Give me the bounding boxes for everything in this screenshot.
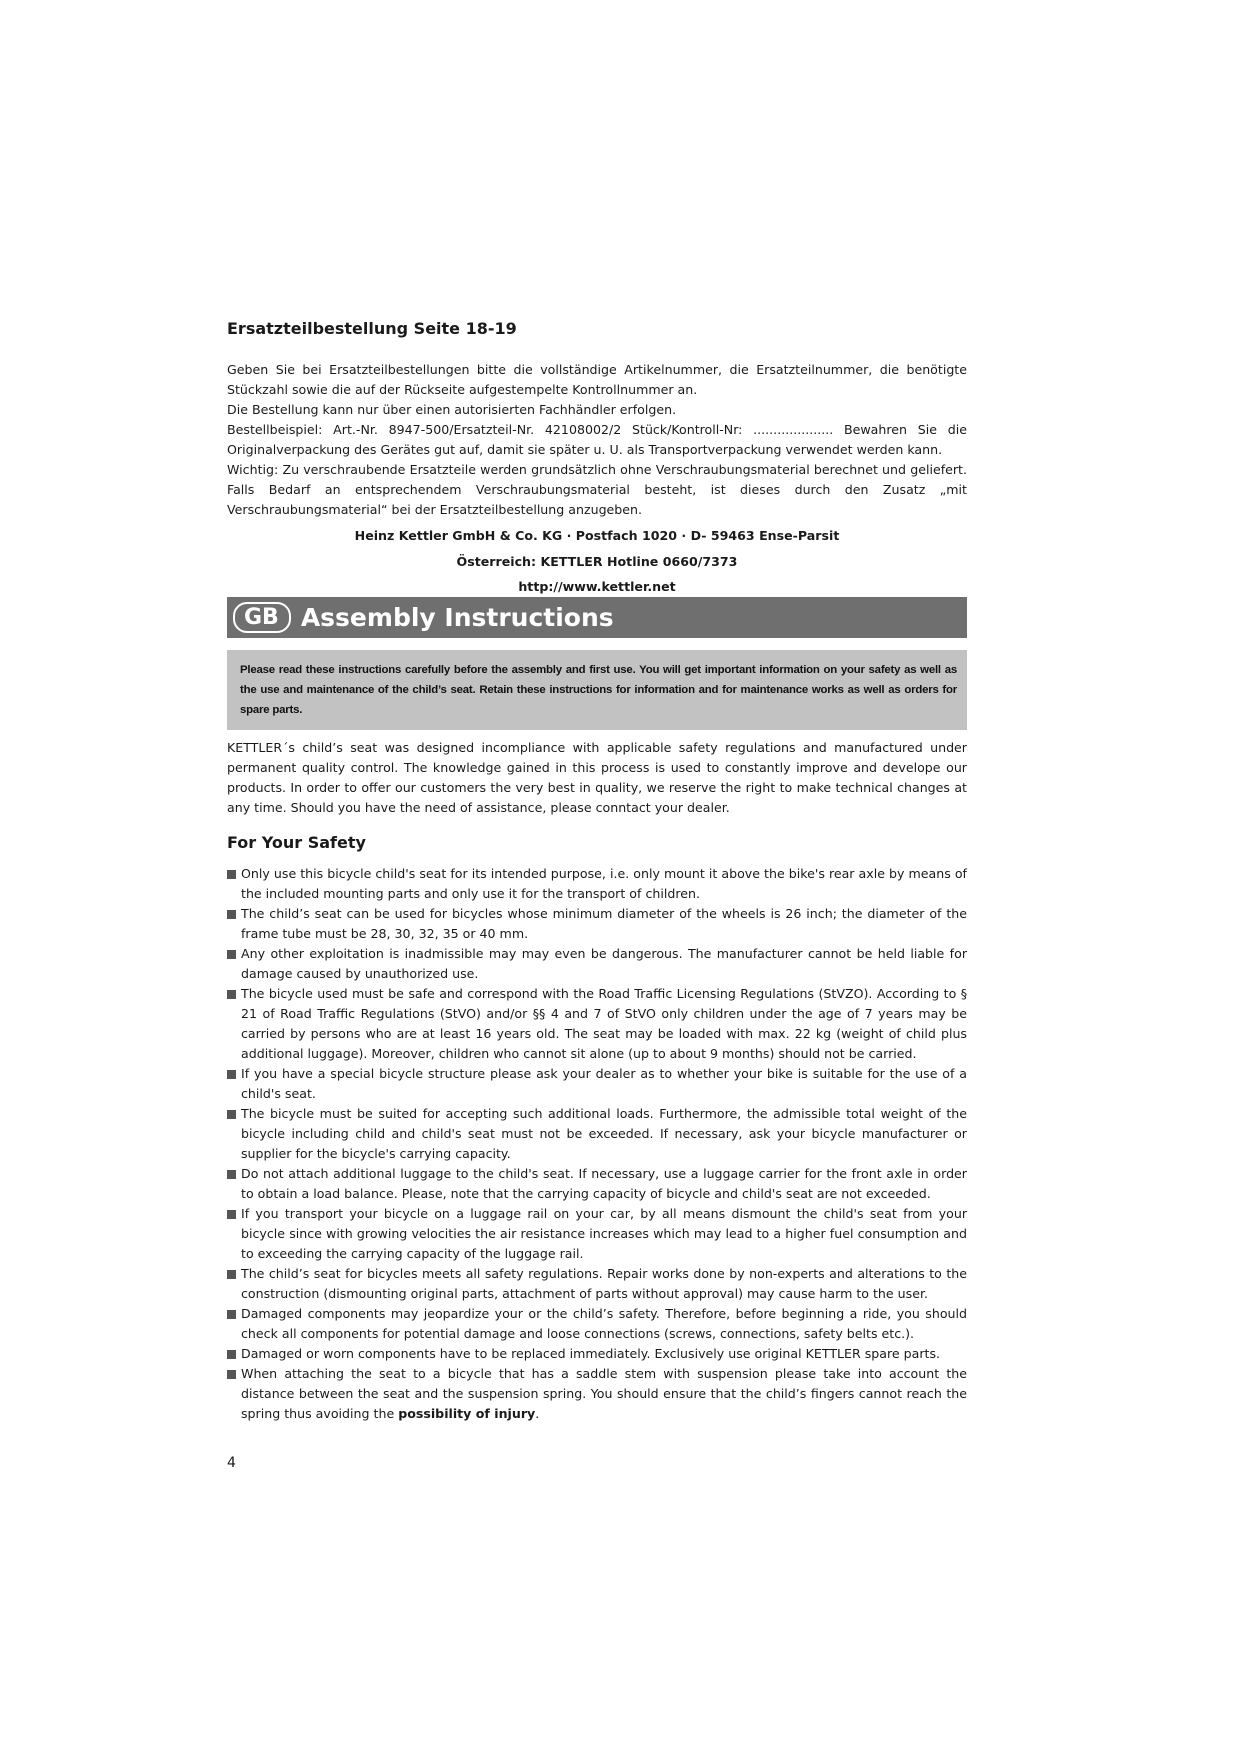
bullet-square-icon xyxy=(227,1170,236,1179)
spare-parts-heading: Ersatzteilbestellung Seite 18-19 xyxy=(227,319,517,338)
list-item: Only use this bicycle child's seat for its intended purpose, i.e. only mount it above the bike's rear axle by means of the included mounting parts and only use it for the transport of children. xyxy=(227,864,967,904)
list-item: When attaching the seat to a bicycle that has a saddle stem with suspension please take into account the distance between the seat and the suspension spring. You should ensure that the child’s fingers cannot reach the spring thus avoiding the possibility of injury. xyxy=(227,1364,967,1424)
bullet-square-icon xyxy=(227,950,236,959)
bullet-square-icon xyxy=(227,910,236,919)
bullet-square-icon xyxy=(227,1110,236,1119)
bullet-square-icon xyxy=(227,1370,236,1379)
language-badge: GB xyxy=(233,602,291,633)
injury-emphasis: possibility of injury xyxy=(398,1406,536,1421)
list-item: If you have a special bicycle structure please ask your dealer as to whether your bike is suitable for the use of a child's seat. xyxy=(227,1064,967,1104)
section-title: Assembly Instructions xyxy=(300,603,614,632)
austria-hotline: Österreich: KETTLER Hotline 0660/7373 xyxy=(456,554,738,569)
company-address: Heinz Kettler GmbH & Co. KG · Postfach 1020 · D- 59463 Ense-Parsit xyxy=(354,528,840,543)
spare-parts-paragraph-2: Die Bestellung kann nur über einen autorisierten Fachhändler erfolgen. xyxy=(227,402,677,417)
bullet-square-icon xyxy=(227,1350,236,1359)
safety-heading: For Your Safety xyxy=(227,833,366,852)
list-item: Damaged components may jeopardize your or the child’s safety. Therefore, before beginning a ride, you should check all components for potential damage and loose connections (screws, connections, safety belts etc.). xyxy=(227,1304,967,1344)
list-item: Any other exploitation is inadmissible may may even be dangerous. The manufacturer cannot be held liable for damage caused by unauthorized use. xyxy=(227,944,967,984)
website-url: http://www.kettler.net xyxy=(518,579,676,594)
list-item: The bicycle must be suited for accepting such additional loads. Furthermore, the admissible total weight of the bicycle including child and child's seat must not be exceeded. If necessary, ask your bicycle manufacturer or supplier for the bicycle's carrying capacity. xyxy=(227,1104,967,1164)
list-item: The child’s seat for bicycles meets all safety regulations. Repair works done by non-experts and alterations to the construction (dismounting original parts, attachment of parts without approval) may cause harm to the user. xyxy=(227,1264,967,1304)
spare-parts-paragraph-1: Geben Sie bei Ersatzteilbestellungen bitte die vollständige Artikelnummer, die Ersatzteilnummer, die benötigte Stückzahl sowie die auf der Rückseite aufgestempelte Kontrollnummer an. xyxy=(227,362,967,397)
list-item: Do not attach additional luggage to the child's seat. If necessary, use a luggage carrier for the front axle in order to obtain a load balance. Please, note that the carrying capacity of bicycle and child's seat are not exceeded. xyxy=(227,1164,967,1204)
read-instructions-notice: Please read these instructions carefully before the assembly and first use. You will get important information on your safety as well as the use and maintenance of the child’s seat. Retain these instructions for information and for maintenance works as well as orders for spare parts. xyxy=(227,650,967,730)
section-banner xyxy=(227,597,967,638)
bullet-square-icon xyxy=(227,1310,236,1319)
intro-paragraph: KETTLER´s child’s seat was designed incompliance with applicable safety regulations and manufactured under permanent quality control. The knowledge gained in this process is used to constantly improve and develope our products. In order to offer our customers the very best in quality, we reserve the right to make technical changes at any time. Should you have the need of assistance, please conntact your dealer. xyxy=(227,740,967,815)
bullet-square-icon xyxy=(227,990,236,999)
list-item: The bicycle used must be safe and correspond with the Road Traffic Licensing Regulations (StVZO). According to § 21 of Road Traffic Regulations (StVO) and/or §§ 4 and 7 of StVO only children under the age of 7 years may be carried by persons who are at least 16 years old. The seat may be loaded with max. 22 kg (weight of child plus additional luggage). Moreover, children who cannot sit alone (up to about 9 months) should not be carried. xyxy=(227,984,967,1064)
bullet-square-icon xyxy=(227,870,236,879)
page-content xyxy=(227,300,967,1424)
spare-parts-paragraph-3: Bestellbeispiel: Art.-Nr. 8947-500/Ersatzteil-Nr. 42108002/2 Stück/Kontroll-Nr: .................... Bewahren Sie die Originalverpackung des Gerätes gut auf, damit sie später u. U. als Transportverpackung verwendet werden kann. xyxy=(227,422,967,457)
list-item: If you transport your bicycle on a luggage rail on your car, by all means dismount the child's seat from your bicycle since with growing velocities the air resistance increases which may lead to a higher fuel consumption and to exceeding the carrying capacity of the luggage rail. xyxy=(227,1204,967,1264)
list-item: The child’s seat can be used for bicycles whose minimum diameter of the wheels is 26 inch; the diameter of the frame tube must be 28, 30, 32, 35 or 40 mm. xyxy=(227,904,967,944)
safety-list xyxy=(227,864,967,1424)
spare-parts-paragraph-4: Wichtig: Zu verschraubende Ersatzteile werden grundsätzlich ohne Verschraubungsmaterial berechnet und geliefert. Falls Bedarf an entsprechendem Verschraubungsmaterial besteht, ist dieses durch den Zusatz „mit Verschraubungsmaterial“ bei der Ersatzteilbestellung anzugeben. xyxy=(227,462,967,517)
list-item: Damaged or worn components have to be replaced immediately. Exclusively use original KETTLER spare parts. xyxy=(227,1344,967,1364)
bullet-square-icon xyxy=(227,1210,236,1219)
bullet-square-icon xyxy=(227,1270,236,1279)
bullet-square-icon xyxy=(227,1070,236,1079)
page-number: 4 xyxy=(227,1455,236,1471)
